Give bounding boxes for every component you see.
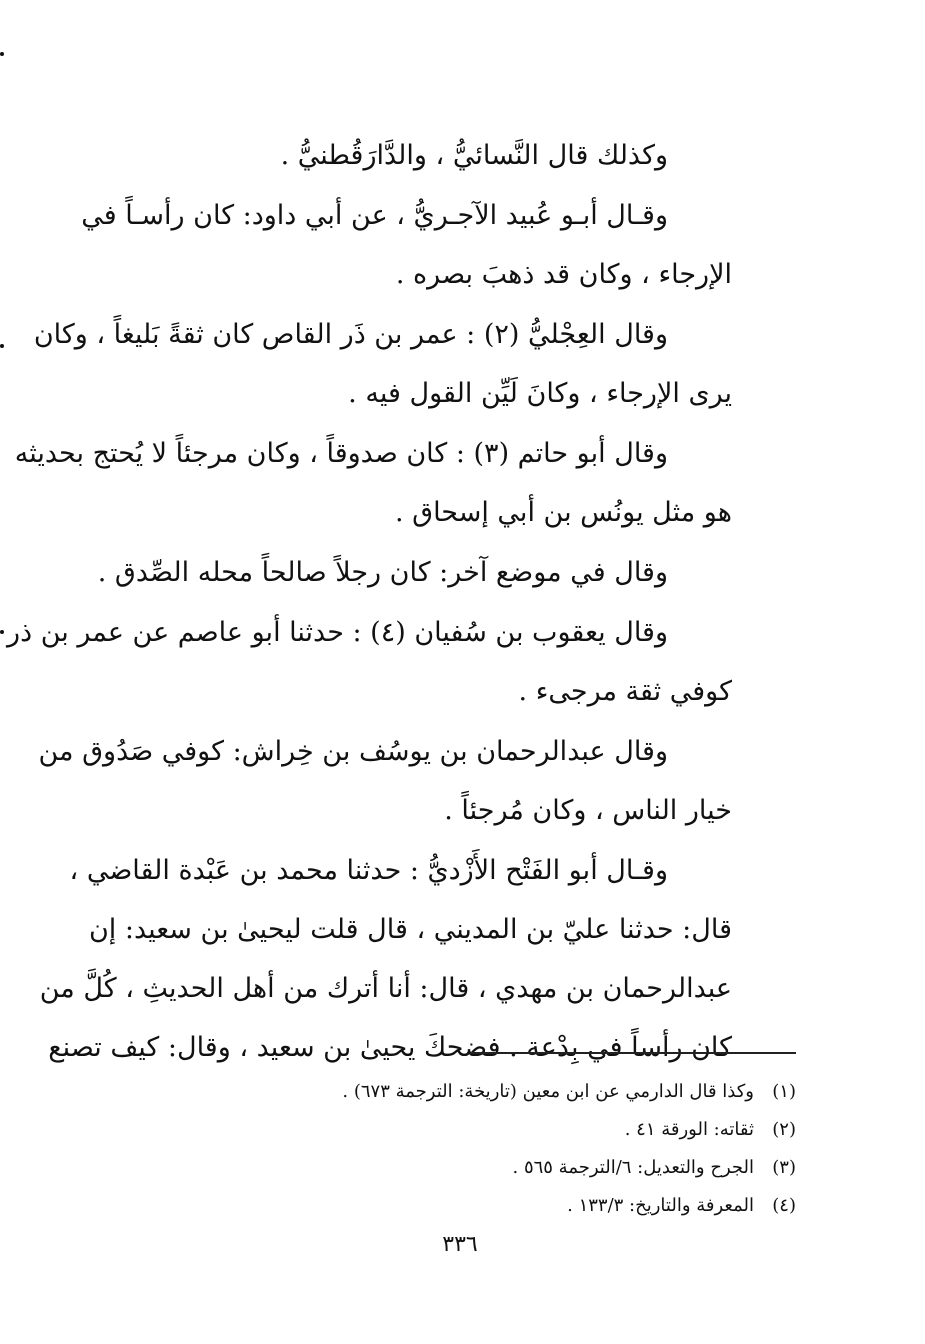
- text-line: وقال أبو حاتم (٣) : كان صدوقاً ، وكان مرجئاً لا يُحتج بحديثه: [14, 438, 668, 469]
- text-line: وقال عبدالرحمان بن يوسُف بن خِراش: كوفي صَدُوق من: [38, 736, 668, 767]
- paragraph: [33, 305, 796, 423]
- text-line: وقال العِجْليُّ (٢) : عمر بن ذَر القاص كان ثقةً بَليغاً ، وكان: [33, 319, 668, 350]
- text-line: خيار الناس ، وكان مُرجئاً .: [444, 795, 732, 826]
- paragraph: [7, 603, 796, 721]
- footnote-text: المعرفة والتاريخ: ١٣٣/٣ .: [567, 1195, 754, 1216]
- text-line: قال: حدثنا عليّ بن المديني ، قال قلت ليحيىٰ بن سعيد: إن: [88, 914, 732, 945]
- text-line: وقـال أبـو عُبيد الآجـريُّ ، عن أبي داود: كان رأسـاً في: [81, 200, 668, 231]
- text-line: وكذلك قال النَّسائيُّ ، والدَّارَقُطنيُّ .: [280, 140, 668, 171]
- page-number: ٣٣٦: [442, 1232, 478, 1257]
- footnote-number: (١): [772, 1081, 796, 1102]
- footnote-text: ثقاته: الورقة ٤١ .: [624, 1119, 754, 1140]
- text-line: يرى الإرجاء ، وكانَ لَيِّن القول فيه .: [348, 378, 732, 409]
- footnote-text: الجرح والتعديل: ٦/الترجمة ٥٦٥ .: [512, 1157, 754, 1178]
- paragraph: [96, 126, 796, 185]
- text-line: الإرجاء ، وكان قد ذهبَ بصره .: [395, 259, 732, 290]
- footnote-number: (٣): [772, 1157, 796, 1178]
- margin-mark: [0, 52, 4, 56]
- footnote-number: (٢): [772, 1119, 796, 1140]
- footnote-item: [260, 1149, 796, 1187]
- footnotes: [260, 1073, 796, 1225]
- text-line: كوفي ثقة مرجىء .: [518, 676, 732, 707]
- footnote-item: [260, 1111, 796, 1149]
- main-text: [7, 126, 796, 1077]
- footnote-item: [260, 1187, 796, 1225]
- text-line: عبدالرحمان بن مهدي ، قال: أنا أترك من أهل الحديثِ ، كُلَّ من: [39, 973, 732, 1004]
- paragraph: [81, 186, 796, 304]
- paragraph: [38, 722, 796, 840]
- text-line: وقال يعقوب بن سُفيان (٤) : حدثنا أبو عاصم عن عمر بن ذر: [7, 617, 668, 648]
- paragraph: [39, 841, 796, 1077]
- text-line: وقـال أبو الفَتْح الأَزْديُّ : حدثنا محمد بن عَبْدة القاضي ،: [69, 855, 668, 886]
- paragraph: [96, 543, 796, 602]
- text-line: كان رأساً في بِدْعة . فضحكَ يحيىٰ بن سعيد ، وقال: كيف تصنع: [48, 1032, 732, 1063]
- margin-mark: [0, 630, 4, 634]
- footnote-item: [260, 1073, 796, 1111]
- paragraph: [14, 424, 796, 542]
- text-line: وقال في موضع آخر: كان رجلاً صالحاً محله الصِّدق .: [97, 557, 668, 588]
- margin-mark: [0, 344, 4, 348]
- text-line: هو مثل يونُس بن أبي إسحاق .: [394, 497, 732, 528]
- footnote-text: وكذا قال الدارمي عن ابن معين (تاريخة: الترجمة ٦٧٣) .: [342, 1081, 754, 1102]
- footnote-number: (٤): [772, 1195, 796, 1216]
- footnote-divider: [470, 1052, 796, 1054]
